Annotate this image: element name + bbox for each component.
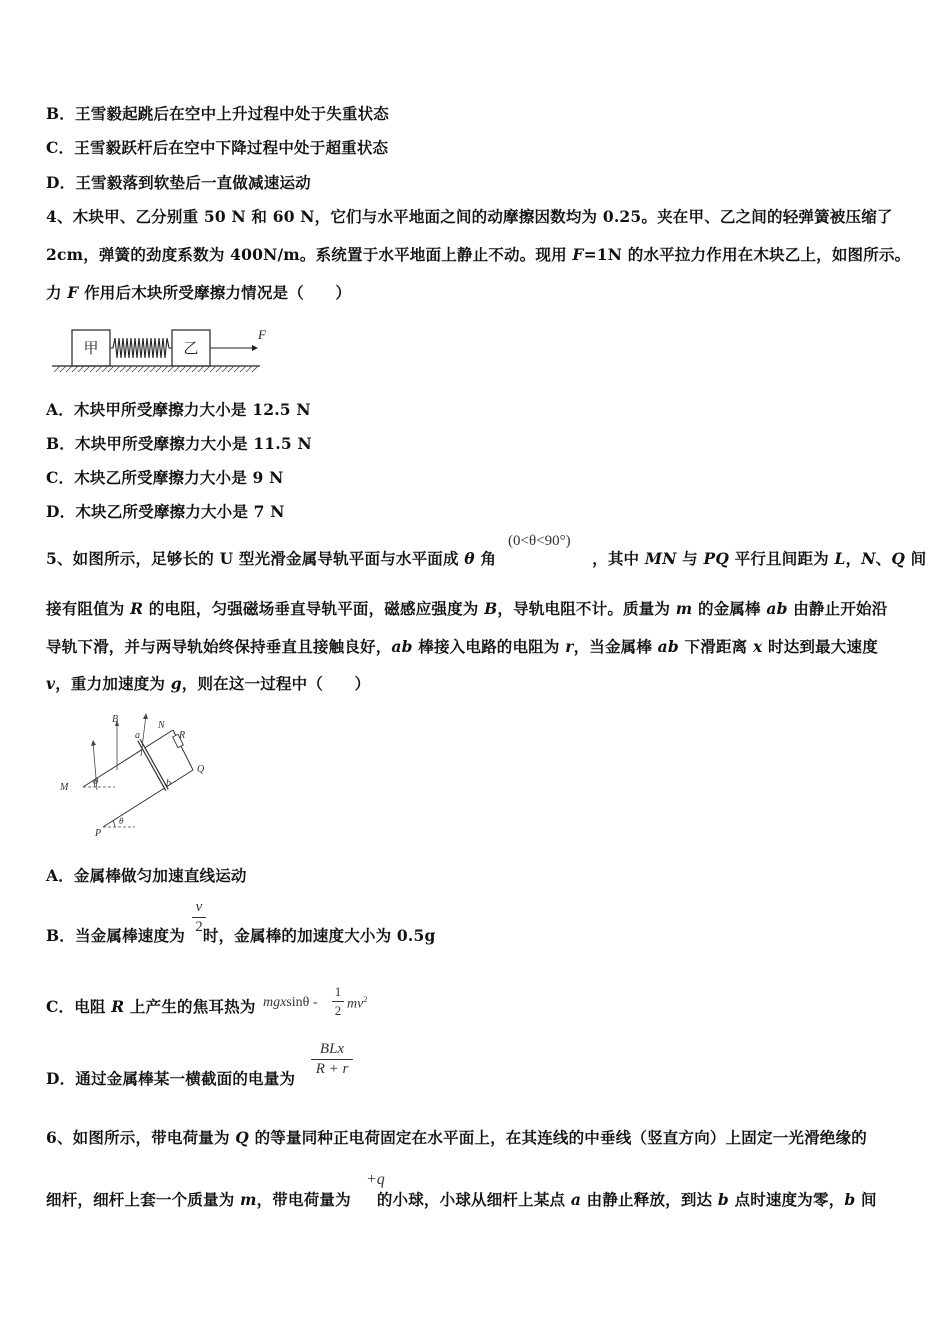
label-p: P — [95, 828, 102, 839]
q4-stem-line-3: 力 F 作用后木块所受摩擦力情况是（ ） — [46, 283, 352, 302]
q5-figure — [55, 710, 225, 842]
q4-figure — [46, 322, 286, 378]
q6-stem-line-1: 6、如图所示，带电荷量为 Q 的等量同种正电荷固定在水平面上，在其连线的中垂线（竖直方向）上固定一光滑绝缘的 — [46, 1128, 867, 1147]
q4-option-c: C．木块乙所受摩擦力大小是 9 N — [46, 468, 284, 487]
label-n: N — [158, 720, 165, 731]
label-a: a — [135, 730, 140, 741]
label-b-end: b — [166, 778, 171, 789]
label-b-field: B — [112, 714, 119, 725]
q4-option-b: B．木块甲所受摩擦力大小是 11.5 N — [46, 434, 312, 453]
q5-stem-line-2: 接有阻值为 R 的电阻，匀强磁场垂直导轨平面，磁感应强度为 B，导轨电阻不计。质量为 m 的金属棒 ab 由静止开始沿 — [46, 599, 888, 618]
force-arrowhead — [252, 345, 258, 351]
force-label: F — [258, 327, 266, 342]
q4-stem-line-2: 2cm，弹簧的劲度系数为 400N/m。系统置于水平地面上静止不动。现用 F=1N 的水平拉力作用在木块乙上，如图所示。 — [46, 245, 911, 264]
ground-hatch — [54, 366, 258, 372]
q5-option-c: C．电阻 R 上产生的焦耳热为 — [46, 997, 256, 1016]
q5-stem-line-4: v，重力加速度为 g，则在这一过程中（ ） — [46, 674, 371, 693]
q5-stem-line-1: 5、如图所示，足够长的 U 型光滑金属导轨平面与水平面成 θ 角 ，其中 MN 与 PQ 平行且间距为 L，N、Q 间 — [46, 549, 927, 568]
rail-pq — [103, 770, 193, 827]
q5-option-c-expr-a: mgxsinθ - — [263, 995, 318, 1010]
label-r: R — [179, 730, 186, 741]
q5-option-b-fraction: v 2 — [192, 899, 206, 936]
q4-stem-line-1: 4、木块甲、乙分别重 50 N 和 60 N，它们与水平地面之间的动摩擦因数均为 0.25。夹在甲、乙之间的轻弹簧被压缩了 — [46, 207, 893, 226]
q5-option-c-fraction: 1 2 — [332, 984, 344, 1019]
q3-option-c: C．王雪毅跃杆后在空中下降过程中处于超重状态 — [46, 138, 389, 157]
q6-stem-line-2: 细杆，细杆上套一个质量为 m，带电荷量为 的小球，小球从细杆上某点 a 由静止释放，到达 b 点时速度为零，b 间 — [46, 1190, 877, 1209]
q5-option-d-fraction: BLx R + r — [311, 1041, 353, 1078]
q5-angle-range: (0<θ<90°) — [508, 533, 571, 549]
label-m: M — [60, 782, 69, 793]
block-jia-label: 甲 — [83, 341, 99, 357]
q4-option-d: D．木块乙所受摩擦力大小是 7 N — [46, 502, 285, 521]
q5-option-d: D．通过金属棒某一横截面的电量为 — [46, 1069, 296, 1088]
q3-option-b: B．王雪毅起跳后在空中上升过程中处于失重状态 — [46, 104, 390, 123]
q6-charge-symbol: +q — [366, 1171, 385, 1188]
q5-stem-line-3: 导轨下滑，并与两导轨始终保持垂直且接触良好，ab 棒接入电路的电阻为 r，当金属棒 ab 下滑距离 x 时达到最大速度 — [46, 637, 878, 656]
block-yi-label: 乙 — [183, 341, 199, 357]
spring — [110, 338, 172, 358]
label-theta-2: θ — [119, 816, 124, 826]
label-theta-1: θ — [94, 776, 99, 786]
q5-option-c-expr-b: $mv^2$ — [347, 995, 368, 1012]
label-q: Q — [197, 764, 205, 775]
q5-option-a: A．金属棒做匀加速直线运动 — [46, 866, 247, 885]
q4-option-a: A．木块甲所受摩擦力大小是 12.5 N — [46, 400, 311, 419]
q5-option-b: B．当金属棒速度为 时，金属棒的加速度大小为 0.5g — [46, 926, 436, 945]
q3-option-d: D．王雪毅落到软垫后一直做减速运动 — [46, 173, 311, 192]
